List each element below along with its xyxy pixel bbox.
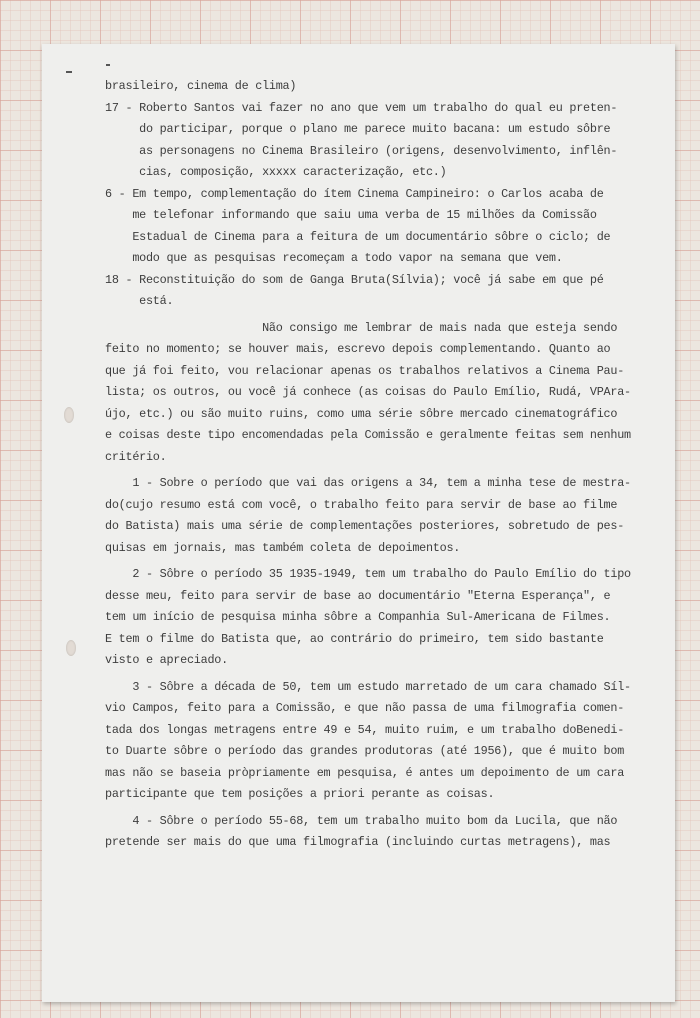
text-line: as personagens no Cinema Brasileiro (origens, desenvolvimento, inflên- [105,143,618,158]
text-line: está. [105,294,174,308]
text-line: Estadual de Cinema para a feitura de um documentário sôbre o ciclo; de [105,229,611,244]
text-line: feito no momento; se houver mais, escrevo depois complementando. Quanto ao [105,342,611,356]
text-line: 2 - Sôbre o período 35 1935-1949, tem um trabalho do Paulo Emílio do tipo [105,567,631,581]
text-line: to Duarte sôbre o período das grandes produtoras (até 1956), que é muito bom [105,744,625,758]
text-line: quisas em jornais, mas também coleta de depoimentos. [105,540,461,555]
typewritten-page [42,44,675,1002]
text-line: E tem o filme do Batista que, ao contrário do primeiro, tem sido bastante [105,631,604,646]
text-line: me telefonar informando que saiu uma verba de 15 milhões da Comissão [105,208,597,222]
text-line: tada dos longas metragens entre 49 e 54, muito ruim, e um trabalho doBenedi- [105,722,625,737]
text-line: Não consigo me lembrar de mais nada que esteja sendo [105,320,618,335]
text-line: 17 - Roberto Santos vai fazer no ano que vem um trabalho do qual eu preten- [105,100,618,115]
text-line: participante que tem posições a priori perante as coisas. [105,787,495,801]
text-line: do participar, porque o plano me parece muito bacana: um estudo sôbre [105,122,611,136]
text-line: 18 - Reconstituição do som de Ganga Bruta(Sílvia); você já sabe em que pé [105,272,604,287]
text-line: 1 - Sobre o período que vai das origens a 34, tem a minha tese de mestra- [105,476,631,490]
text-line: modo que as pesquisas recomeçam a todo vapor na semana que vem. [105,251,563,265]
text-line: desse meu, feito para servir de base ao documentário "Eterna Esperança", e [105,588,611,603]
text-line: 3 - Sôbre a década de 50, tem um estudo marretado de um cara chamado Síl- [105,679,631,694]
text-line: 4 - Sôbre o período 55-68, tem um trabalho muito bom da Lucila, que não [105,813,618,828]
text-line: critério. [105,449,167,464]
text-line: mas não se baseia pròpriamente em pesquisa, é antes um depoimento de um cara [105,765,625,780]
text-line: visto e apreciado. [105,653,228,667]
punch-hole-mark [64,407,74,423]
text-line: cias, composição, xxxxx caracterização, etc.) [105,165,447,179]
text-line: do(cujo resumo está com você, o trabalho feito para servir de base ao filme [105,497,618,512]
text-line: do Batista) mais uma série de complementações posteriores, sobretudo de pes- [105,519,625,533]
text-line: vio Campos, feito para a Comissão, e que não passa de uma filmografia comen- [105,701,625,715]
document-text [105,76,675,854]
text-line: que já foi feito, vou relacionar apenas os trabalhos relativos a Cinema Pau- [105,363,625,378]
text-line: pretende ser mais do que uma filmografia (incluindo curtas metragens), mas [105,835,611,849]
text-line: tem um início de pesquisa minha sôbre a Companhia Sul-Americana de Filmes. [105,610,611,624]
text-line: e coisas deste tipo encomendadas pela Comissão e geralmente feitas sem nenhum [105,428,631,442]
text-line: újo, etc.) ou são muito ruins, como uma série sôbre mercado cinematográfico [105,406,618,421]
margin-mark [106,64,110,66]
text-line: lista; os outros, ou você já conhece (as coisas do Paulo Emílio, Rudá, VPAra- [105,385,631,399]
punch-hole-mark [66,640,76,656]
margin-mark [66,71,72,73]
text-line: 6 - Em tempo, complementação do ítem Cinema Campineiro: o Carlos acaba de [105,186,604,201]
text-line: brasileiro, cinema de clima) [105,79,297,93]
